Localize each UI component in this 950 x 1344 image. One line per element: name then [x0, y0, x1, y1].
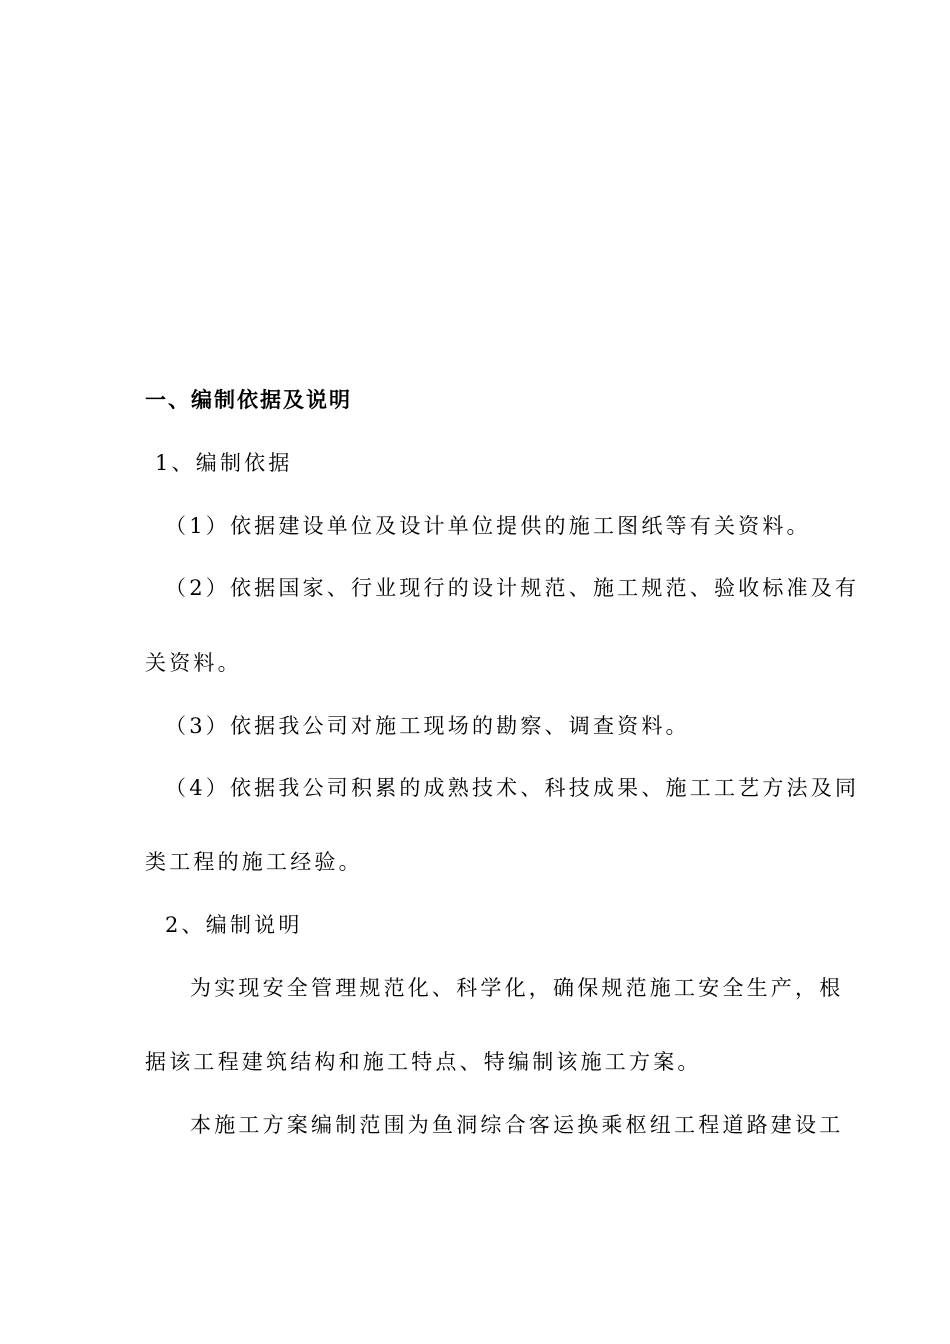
basis-item-2-continued: 关资料。 — [145, 651, 242, 675]
explain-paragraph-1: 为实现安全管理规范化、科学化，确保规范施工安全生产，根 — [190, 976, 844, 1000]
basis-item-1: （1）依据建设单位及设计单位提供的施工图纸等有关资料。 — [165, 514, 811, 538]
basis-item-4: （4）依据我公司积累的成熟技术、科技成果、施工工艺方法及同 — [165, 776, 860, 800]
explain-paragraph-1-continued: 据该工程建筑结构和施工特点、特编制该施工方案。 — [145, 1050, 702, 1074]
section-heading: 一、编制依据及说明 — [145, 387, 352, 412]
basis-title: 1、编制依据 — [155, 451, 293, 475]
basis-item-2: （2）依据国家、行业现行的设计规范、施工规范、验收标准及有 — [165, 576, 860, 600]
explain-title: 2、编制说明 — [165, 913, 303, 937]
explain-paragraph-2: 本施工方案编制范围为鱼洞综合客运换乘枢纽工程道路建设工 — [190, 1113, 844, 1137]
basis-item-4-continued: 类工程的施工经验。 — [145, 850, 363, 874]
basis-item-3: （3）依据我公司对施工现场的勘察、调查资料。 — [165, 714, 690, 738]
